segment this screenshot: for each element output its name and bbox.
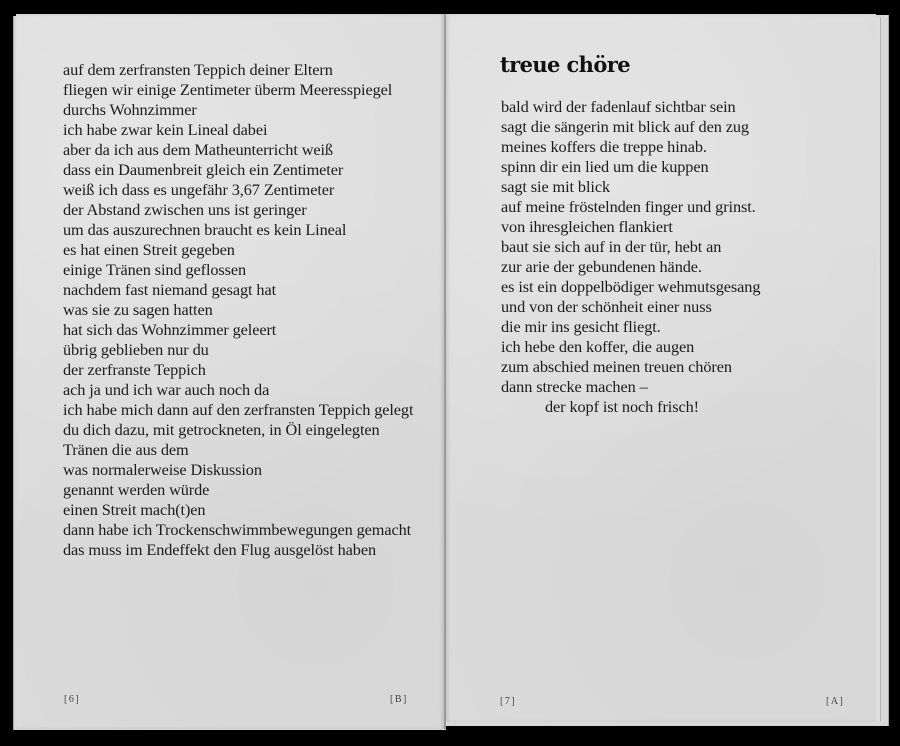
- poem-line: Tränen die aus dem: [63, 440, 189, 459]
- poem-line: auf dem zerfransten Teppich deiner Eltern: [63, 60, 333, 79]
- poem-line: um das auszurechnen braucht es kein Lineal: [63, 220, 347, 239]
- poem-line: es hat einen Streit gegeben: [63, 240, 235, 259]
- poem-line: übrig geblieben nur du: [63, 340, 209, 359]
- poem-line: zum abschied meinen treuen chören: [501, 357, 732, 376]
- poem-line: einige Tränen sind geflossen: [63, 260, 247, 279]
- poem-line: was sie zu sagen hatten: [63, 300, 213, 319]
- poem-line: das muss im Endeffekt den Flug ausgelöst haben: [63, 540, 376, 559]
- poem-line: genannt werden würde: [63, 480, 210, 499]
- poem-line: die mir ins gesicht fliegt.: [501, 317, 661, 336]
- poem-line: nachdem fast niemand gesagt hat: [63, 280, 277, 299]
- poem-line: dann strecke machen –: [501, 377, 648, 396]
- poem-line: du dich dazu, mit getrockneten, in Öl eingelegten: [63, 420, 380, 439]
- left-page: [16, 14, 444, 729]
- poem-line: meines koffers die treppe hinab.: [501, 137, 707, 156]
- left-poem-text: [63, 60, 413, 560]
- poem-line: zur arie der gebundenen hände.: [501, 257, 702, 276]
- poem-line: es ist ein doppelbödiger wehmutsgesang: [501, 277, 761, 296]
- poem-line: dann habe ich Trockenschwimmbewegungen gemacht: [63, 520, 412, 539]
- poem-line: der zerfranste Teppich: [63, 360, 206, 379]
- poem-line: einen Streit mach(t)en: [63, 500, 206, 519]
- poem-line: ich habe mich dann auf den zerfransten Teppich gelegt: [63, 400, 414, 419]
- poem-line: aber da ich aus dem Matheunterricht weiß: [63, 140, 333, 159]
- poem-line: bald wird der fadenlauf sichtbar sein: [501, 97, 736, 116]
- poem-line: auf meine fröstelnden finger und grinst.: [501, 197, 756, 216]
- poem-line: ich hebe den koffer, die augen: [501, 337, 695, 356]
- poem-line: ach ja und ich war auch noch da: [63, 380, 270, 399]
- signature-mark: [A]: [826, 696, 845, 707]
- right-poem-text: [501, 97, 760, 417]
- poem-line: von ihresgleichen flankiert: [501, 217, 673, 236]
- poem-line: durchs Wohnzimmer: [63, 100, 197, 119]
- poem-line: hat sich das Wohnzimmer geleert: [63, 320, 277, 339]
- poem-line: sagt die sängerin mit blick auf den zug: [501, 117, 749, 136]
- right-page: [446, 14, 876, 722]
- page-number: [6]: [64, 694, 81, 705]
- poem-line: ich habe zwar kein Lineal dabei: [63, 120, 268, 139]
- poem-line: baut sie sich auf in der tür, hebt an: [501, 237, 722, 256]
- poem-title: treue chöre: [500, 52, 630, 77]
- poem-line: weiß ich dass es ungefähr 3,67 Zentimeter: [63, 180, 335, 199]
- poem-line: fliegen wir einige Zentimeter überm Meeresspiegel: [63, 80, 393, 99]
- poem-line: spinn dir ein lied um die kuppen: [501, 157, 709, 176]
- poem-line-indented: der kopf ist noch frisch!: [545, 397, 699, 416]
- poem-line: was normalerweise Diskussion: [63, 460, 262, 479]
- poem-line: und von der schönheit einer nuss: [501, 297, 712, 316]
- poem-line: sagt sie mit blick: [501, 177, 610, 196]
- book-gutter: [444, 14, 446, 729]
- poem-line: dass ein Daumenbreit gleich ein Zentimeter: [63, 160, 344, 179]
- page-number: [7]: [500, 696, 517, 707]
- signature-mark: [B]: [390, 694, 408, 705]
- poem-line: der Abstand zwischen uns ist geringer: [63, 200, 307, 219]
